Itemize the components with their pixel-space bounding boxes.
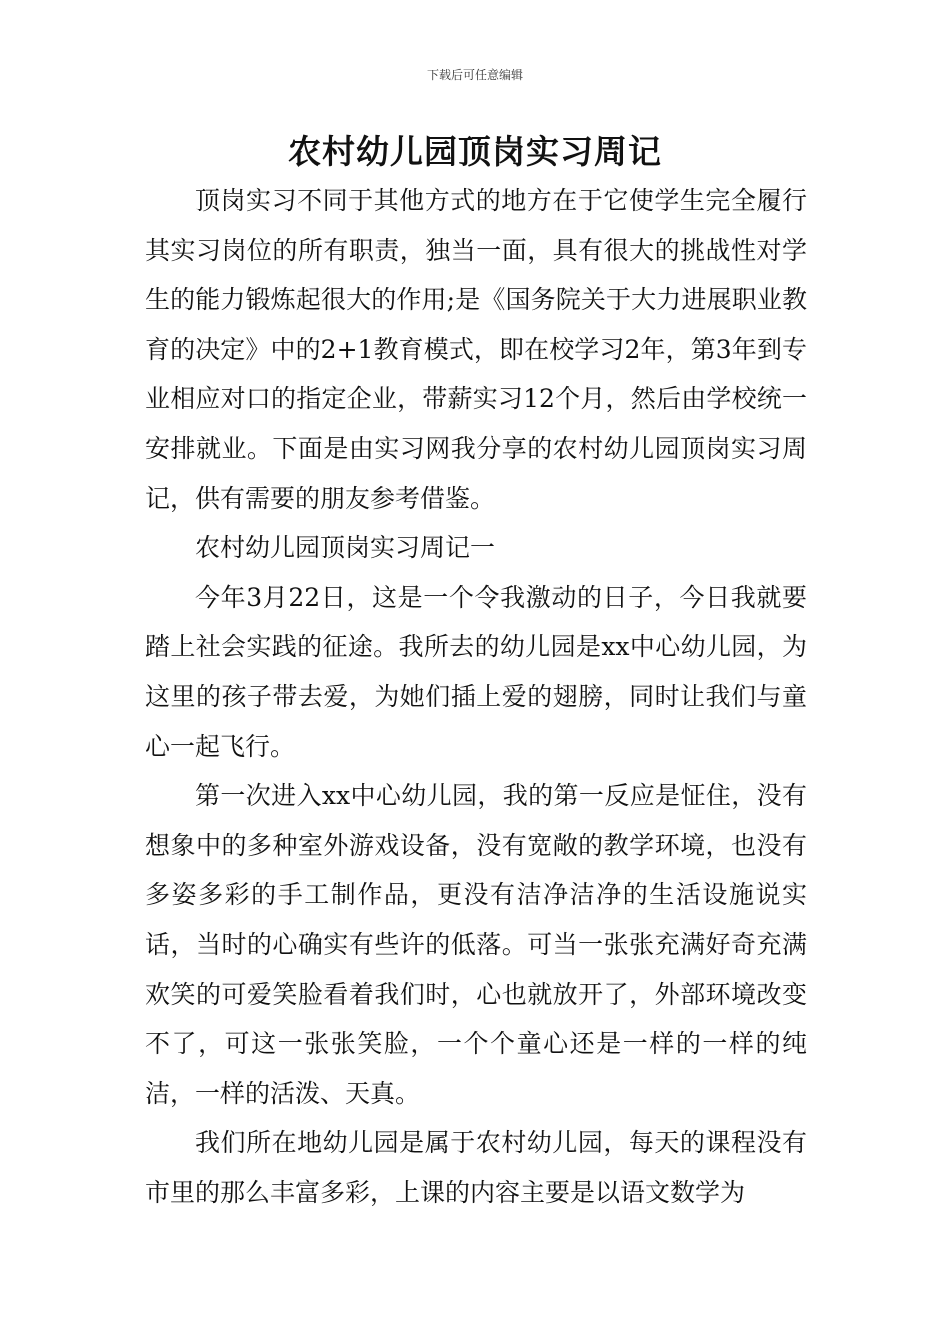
- paragraph-first-impression: 第一次进入xx中心幼儿园，我的第一反应是怔住，没有想象中的多种室外游戏设备，没有宽敞的教学环境，也没有多姿多彩的手工制作品，更没有洁净洁净的生活设施说实话，当时的心确实有些许的低落。可当一张张充满好奇充满欢笑的可爱笑脸看着我们时，心也就放开了，外部环境改变不了，可这一张张笑脸，一个个童心还是一样的一样的纯洁，一样的活泼、天真。: [145, 781, 807, 1108]
- paragraph-curriculum: 我们所在地幼儿园是属于农村幼儿园，每天的课程没有市里的那么丰富多彩，上课的内容主要是以语文数学为: [145, 1128, 807, 1207]
- document-title: 农村幼儿园顶岗实习周记: [288, 132, 662, 171]
- section-heading: 农村幼儿园顶岗实习周记一: [195, 533, 496, 563]
- header-note: 下载后可任意编辑: [426, 68, 523, 82]
- paragraph-intro: 顶岗实习不同于其他方式的地方在于它使学生完全履行其实习岗位的所有职责，独当一面，具有很大的挑战性对学生的能力锻炼起很大的作用;是《国务院关于大力进展职业教育的决定》中的2+1教育模式，即在校学习2年，第3年到专业相应对口的指定企业，带薪实习12个月，然后由学校统一安排就业。下面是由实习网我分享的农村幼儿园顶岗实习周记，供有需要的朋友参考借鉴。: [145, 186, 807, 513]
- document-body: [145, 176, 807, 1217]
- paragraph-first-day: 今年3月22日，这是一个令我激动的日子，今日我就要踏上社会实践的征途。我所去的幼儿园是xx中心幼儿园，为这里的孩子带去爱，为她们插上爱的翅膀，同时让我们与童心一起飞行。: [145, 582, 807, 761]
